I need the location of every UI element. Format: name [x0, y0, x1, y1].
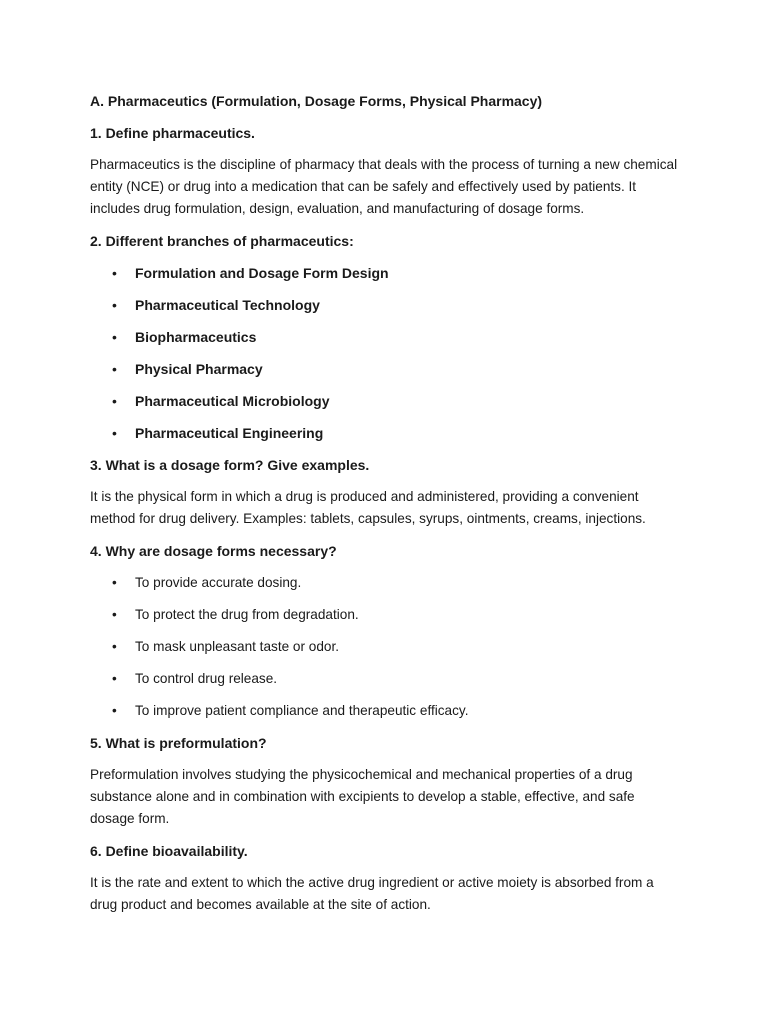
list-item — [90, 572, 680, 594]
list-item — [90, 700, 680, 722]
list-item — [90, 668, 680, 690]
list-item-text: To provide accurate dosing. — [135, 575, 302, 590]
list-item — [90, 326, 680, 348]
list-item-text: To mask unpleasant taste or odor. — [135, 639, 340, 654]
list-item-text: Formulation and Dosage Form Design — [135, 265, 389, 281]
bullet-icon: • — [112, 639, 117, 654]
list-item — [90, 262, 680, 284]
list-item — [90, 636, 680, 658]
bullet-icon: • — [112, 425, 117, 441]
list-item — [90, 390, 680, 412]
list-item-text: To improve patient compliance and therapeutic efficacy. — [135, 703, 469, 718]
question-2-title: 2. Different branches of pharmaceutics: — [90, 233, 354, 249]
bullet-icon: • — [112, 703, 117, 718]
bullet-icon: • — [112, 361, 117, 377]
section-heading: A. Pharmaceutics (Formulation, Dosage Forms, Physical Pharmacy) — [90, 93, 543, 109]
list-item — [90, 604, 680, 626]
question-6-answer: It is the rate and extent to which the active drug ingredient or active moiety is absorbed from a drug product and becomes available at the site of action. — [90, 875, 654, 912]
bullet-icon: • — [112, 329, 117, 345]
list-item-text: Pharmaceutical Technology — [135, 297, 320, 313]
list-item-text: To protect the drug from degradation. — [135, 607, 359, 622]
bullet-icon: • — [112, 671, 117, 686]
question-5-title: 5. What is preformulation? — [90, 735, 267, 751]
document-page — [90, 90, 680, 926]
list-item — [90, 294, 680, 316]
bullet-icon: • — [112, 575, 117, 590]
reasons-list — [90, 572, 680, 722]
bullet-icon: • — [112, 265, 117, 281]
list-item — [90, 422, 680, 444]
list-item-text: To control drug release. — [135, 671, 278, 686]
question-3-title: 3. What is a dosage form? Give examples. — [90, 457, 370, 473]
list-item-text: Physical Pharmacy — [135, 361, 263, 377]
list-item-text: Biopharmaceutics — [135, 329, 257, 345]
list-item-text: Pharmaceutical Engineering — [135, 425, 324, 441]
bullet-icon: • — [112, 393, 117, 409]
question-5-answer: Preformulation involves studying the physicochemical and mechanical properties of a drug substance alone and in combination with excipients to develop a stable, effective, and safe dosage form. — [90, 767, 635, 826]
bullet-icon: • — [112, 607, 117, 622]
question-1-title: 1. Define pharmaceutics. — [90, 125, 255, 141]
list-item-text: Pharmaceutical Microbiology — [135, 393, 330, 409]
branches-list — [90, 262, 680, 444]
question-3-answer: It is the physical form in which a drug is produced and administered, providing a convenient method for drug delivery. Examples: tablets, capsules, syrups, ointments, creams, injections. — [90, 489, 646, 526]
bullet-icon: • — [112, 297, 117, 313]
list-item — [90, 358, 680, 380]
question-4-title: 4. Why are dosage forms necessary? — [90, 543, 337, 559]
question-1-answer: Pharmaceutics is the discipline of pharmacy that deals with the process of turning a new chemical entity (NCE) or drug into a medication that can be safely and effectively used by patients. It includes drug formulation, design, evaluation, and manufacturing of dosage forms. — [90, 157, 678, 216]
question-6-title: 6. Define bioavailability. — [90, 843, 248, 859]
